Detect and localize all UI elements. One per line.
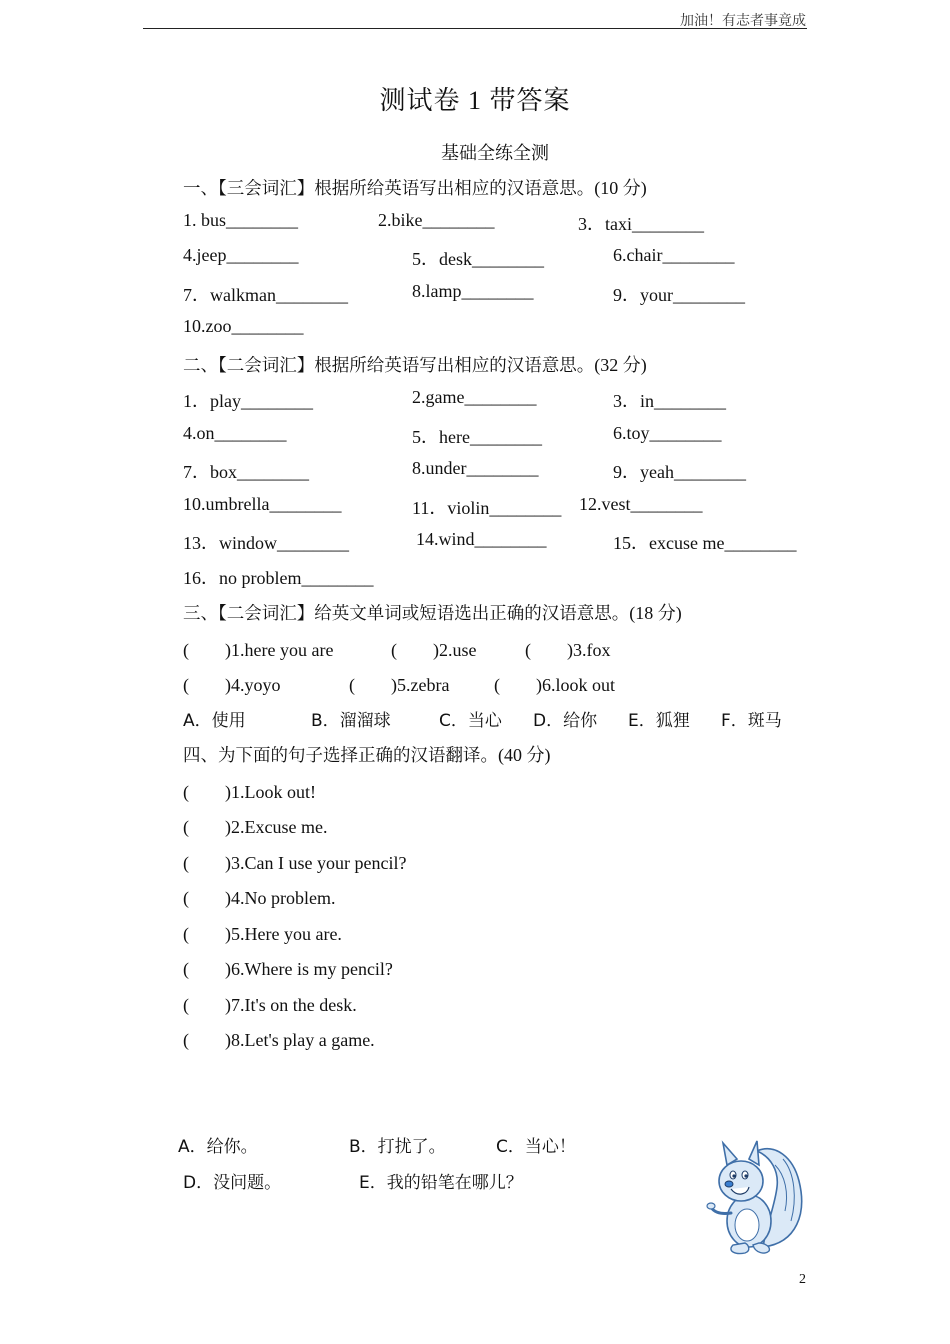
squirrel-illustration: [705, 1135, 805, 1260]
match-item: ( )4.yoyo: [183, 675, 281, 695]
section-heading-text: 二、【二会词汇】根据所给英语写出相应的汉语意思。: [183, 356, 595, 376]
vocab-item: 2.bike________: [378, 210, 495, 230]
vocab-item: 15．excuse me________: [613, 533, 797, 553]
vocab-item: 16．no problem________: [183, 568, 374, 588]
section-heading-text: 三、【二会词汇】给英文单词或短语选出正确的汉语意思。: [183, 604, 630, 624]
answer-option: F．斑马: [721, 711, 782, 731]
squirrel-nose: [725, 1181, 733, 1187]
vocab-item: 10.umbrella________: [183, 494, 342, 514]
section-3-heading: [183, 599, 682, 625]
vocab-item: 6.chair________: [613, 245, 735, 265]
section-4-heading: [183, 741, 551, 767]
match-item: ( )1.here you are: [183, 640, 334, 660]
answer-option: B．打扰了。: [349, 1137, 446, 1157]
squirrel-ear: [749, 1141, 759, 1165]
match-item: ( )5.zebra: [349, 675, 450, 695]
vocab-item: 5．here________: [412, 427, 542, 447]
header-motto: 加油！有志者事竟成: [680, 14, 806, 29]
section-points: (18 分): [629, 603, 682, 623]
translation-item: ( )3.Can I use your pencil?: [183, 853, 407, 873]
page-number: 2: [799, 1272, 806, 1287]
vocab-item: 4.on________: [183, 423, 287, 443]
answer-option: B．溜溜球: [311, 711, 391, 731]
answer-option: C．当心！: [496, 1137, 576, 1157]
squirrel-foot: [731, 1243, 749, 1254]
section-2-heading: [183, 351, 647, 377]
answer-option: A．给你。: [178, 1137, 258, 1157]
vocab-item: 3．in________: [613, 391, 727, 411]
section-heading-text: 四、为下面的句子选择正确的汉语翻译。: [183, 746, 498, 766]
vocab-item: 7．box________: [183, 462, 309, 482]
match-item: ( )2.use: [391, 640, 477, 660]
section-points: (40 分): [498, 745, 551, 765]
vocab-item: 4.jeep________: [183, 245, 299, 265]
vocab-item: 7．walkman________: [183, 285, 348, 305]
answer-option: E．狐狸: [628, 711, 690, 731]
vocab-item: 9．yeah________: [613, 462, 746, 482]
translation-item: ( )2.Excuse me.: [183, 817, 328, 837]
answer-option: D．给你: [533, 711, 598, 731]
vocab-item: 14.wind________: [416, 529, 547, 549]
section-points: (10 分): [594, 178, 647, 198]
vocab-item: 1．play________: [183, 391, 313, 411]
match-item: ( )3.fox: [525, 640, 611, 660]
answer-option: C．当心: [439, 711, 502, 731]
translation-item: ( )5.Here you are.: [183, 924, 342, 944]
translation-item: ( )8.Let's play a game.: [183, 1030, 375, 1050]
page-title: 测试卷 1 带答案: [379, 86, 571, 115]
translation-item: ( )4.No problem.: [183, 888, 336, 908]
section-1-heading: [183, 174, 647, 200]
squirrel-head: [719, 1161, 763, 1201]
vocab-item: 3．taxi________: [578, 214, 704, 234]
vocab-item: 10.zoo________: [183, 316, 304, 336]
vocab-item: 2.game________: [412, 387, 537, 407]
header-divider: [143, 28, 807, 29]
translation-item: ( )6.Where is my pencil?: [183, 959, 393, 979]
page-subtitle: 基础全练全测: [441, 143, 549, 164]
translation-item: ( )1.Look out!: [183, 782, 316, 802]
vocab-item: 8.lamp________: [412, 281, 534, 301]
vocab-item: 11．violin________: [412, 498, 562, 518]
section-points: (32 分): [594, 355, 647, 375]
vocab-item: 6.toy________: [613, 423, 722, 443]
vocab-item: 9．your________: [613, 285, 745, 305]
answer-option: E．我的铅笔在哪儿？: [359, 1173, 523, 1193]
vocab-item: 13．window________: [183, 533, 349, 553]
translation-item: ( )7.It's on the desk.: [183, 995, 357, 1015]
match-item: ( )6.look out: [494, 675, 615, 695]
vocab-item: 8.under________: [412, 458, 539, 478]
vocab-item: 1. bus________: [183, 210, 299, 230]
vocab-item: 12.vest________: [579, 494, 703, 514]
squirrel-belly: [735, 1209, 759, 1241]
vocab-item: 5．desk________: [412, 249, 544, 269]
answer-option: D．没问题。: [183, 1173, 282, 1193]
answer-option: A．使用: [183, 711, 246, 731]
section-heading-text: 一、【三会词汇】根据所给英语写出相应的汉语意思。: [183, 179, 595, 199]
